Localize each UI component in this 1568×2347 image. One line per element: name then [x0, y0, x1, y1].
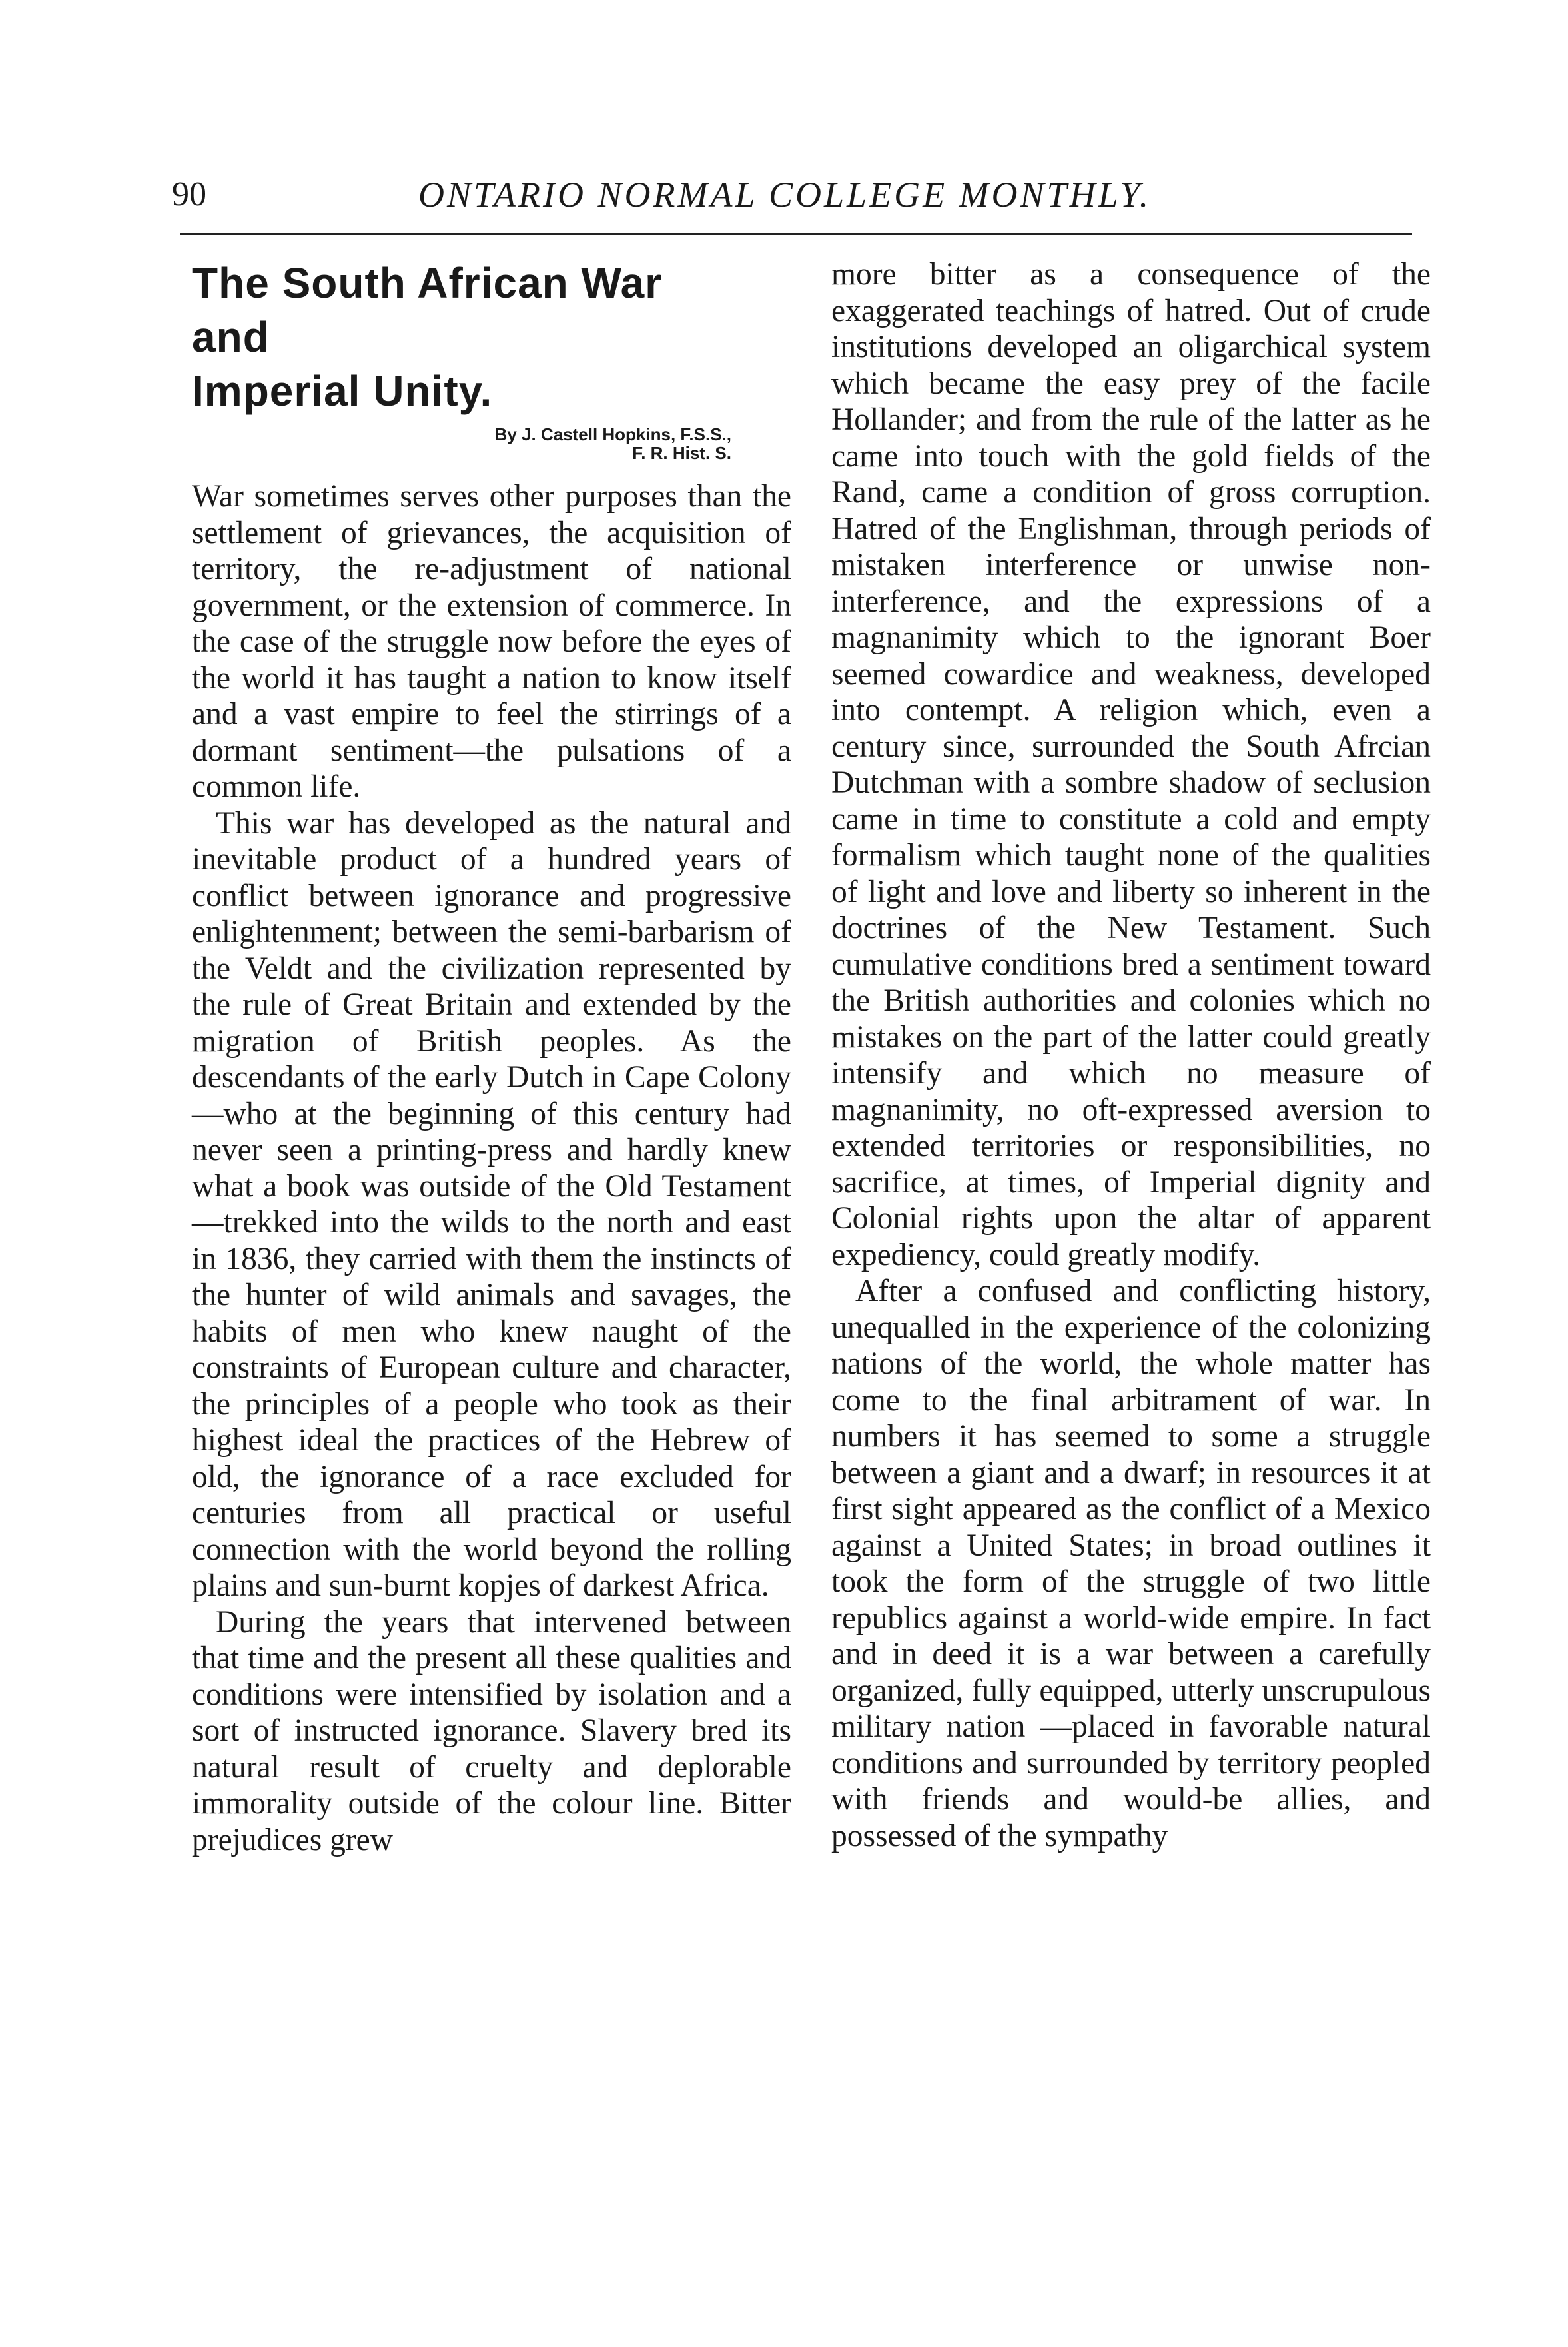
article-title	[192, 256, 791, 418]
paragraph: After a confused and conflicting history, unequalled in the experience of the colonizing nations of the world, the whole matter has come to the final arbitrament of war. In numbers it has seemed to some a struggle between a giant and a dwarf; in resources it at first sight appeared as the conflict of a Mexico against a United States; in broad outlines it took the form of the struggle of two little republics against a world-wide empire. In fact and in deed it is a war between a carefully organized, fully equipped, utterly unscrupulous military nation —placed in favorable natural conditions and surrounded by territory peopled with friends and would-be allies, and possessed of the sympathy	[831, 1274, 1431, 1853]
title-line: Imperial Unity.	[192, 367, 493, 415]
running-head: ONTARIO NORMAL COLLEGE MONTHLY.	[418, 175, 1152, 215]
byline-author: By J. Castell Hopkins, F.S.S.,	[494, 424, 731, 444]
byline	[192, 425, 791, 462]
byline-credentials: F. R. Hist. S.	[632, 443, 731, 463]
right-column	[831, 256, 1431, 1854]
title-line: The South African War	[192, 259, 663, 307]
paragraph: During the years that intervened between that time and the present all these qualities and conditions were intensified by isolation and a sort of instructed ignorance. Slavery bred its natural result of cruelty and deplorable immorality outside of the colour line. Bitter prejudices grew	[192, 1604, 791, 1857]
paragraph: War sometimes serves other purposes than the settlement of grievances, the acquisition of territory, the re-adjustment of national government, or the extension of commerce. In the case of the struggle now before the eyes of the world it has taught a nation to know itself and a vast empire to feel the stirrings of a dormant sentiment—the pulsations of a common life.	[192, 479, 791, 804]
paragraph-continued: more bitter as a consequence of the exaggerated teachings of hatred. Out of crude institutions developed an oligarchical system which became the easy prey of the facile Hollander; and from the rule of the latter as he came into touch with the gold fields of the Rand, came a condition of gross corruption. Hatred of the Englishman, through periods of mistaken interference or unwise non-interference, and the expressions of a magnanimity which to the ignorant Boer seemed cowardice and weakness, developed into contempt. A religion which, even a century since, surrounded the South Afrcian Dutchman with a sombre shadow of seclusion came in time to constitute a cold and empty formalism which taught none of the qualities of light and love and liberty so inherent in the doctrines of the New Testament. Such cumulative conditions bred a sentiment toward the British authorities and colonies which no mistakes on the part of the latter could greatly intensify and which no measure of magnanimity, no oft-expressed aversion to extended territories or responsibilities, no sacrifice, at times, of Imperial dignity and Colonial rights upon the altar of apparent expediency, could greatly modify.	[831, 257, 1431, 1272]
page-header	[172, 168, 1404, 221]
header-rule	[180, 233, 1412, 235]
title-line: and	[192, 313, 270, 361]
paragraph: This war has developed as the natural and inevitable product of a hundred years of conflict between ignorance and progressive enlightenment; between the semi-barbarism of the Veldt and the civilization represented by the rule of Great Britain and extended by the migration of British peoples. As the descendants of the early Dutch in Cape Colony—who at the beginning of this century had never seen a printing-press and hardly knew what a book was outside of the Old Testament—trekked into the wilds to the north and east in 1836, they carried with them the instincts of the hunter of wild animals and savages, the habits of men who knew naught of the constraints of European culture and character, the principles of a people who took as their highest ideal the practices of the Hebrew of old, the ignorance of a race excluded for centuries from all practical or useful connection with the world beyond the rolling plains and sun-burnt kopjes of darkest Africa.	[192, 805, 791, 1603]
page-number: 90	[172, 175, 206, 213]
left-column	[192, 256, 791, 1858]
